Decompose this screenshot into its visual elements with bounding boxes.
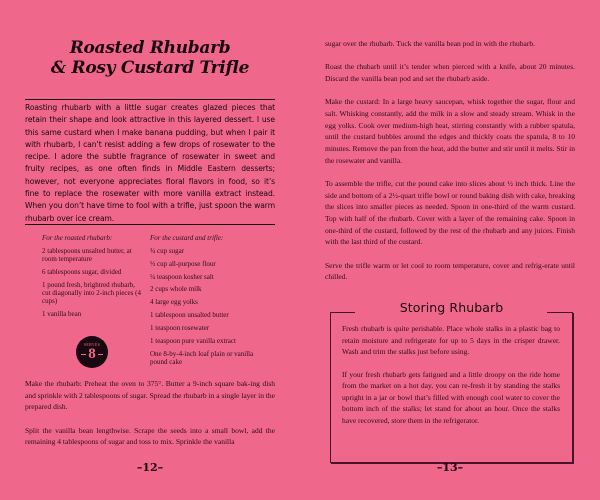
serves-dash-right bbox=[98, 354, 103, 355]
recipe-intro: Roasting rhubarb with a little sugar creates glazed pieces that retain their shape and look attractive in this layered dessert. I use this same custard when I make banana pudding, but when I pair it with rhubarb, I can’t resist adding a few drops of rosewater to the recipe. I adore the subtle fragrance of rosewater in sweet and fruity recipes, as one often finds in Middle Eastern desserts; however, not everyone appreciates floral flavors in food, so it’s fine to replace the rosewater with more vanilla extract instead. When you don’t have time to fool with a trifle, just spoon the warm rhubarb over ice cream. bbox=[25, 103, 275, 223]
box-top-border-left bbox=[330, 312, 355, 313]
method-step: To assemble the trifle, cut the pound cake into slices about ½ inch thick. Line the side and bottom of a 2½-quart trifle bowl or round baking dish with cake, breaking the slices into smaller pieces as needed. Spoon in one-third of the warm custard. Top with half of the rhubarb. Cover with a layer of the remaining cake. Spoon in one-third of the custard, followed by the rest of the rhubarb and any juices. Finish with the last third of the custard. bbox=[325, 178, 575, 247]
divider-top bbox=[25, 99, 275, 100]
serves-count: 8 bbox=[88, 346, 96, 362]
box-top-border-right bbox=[547, 312, 572, 313]
method-left bbox=[25, 378, 275, 460]
method-step: Split the vanilla bean lengthwise. Scrape the seeds into a small bowl, add the remaining 4 tablespoons of sugar and toss to mix. Sprinkle the vanilla bbox=[25, 425, 275, 447]
ingredient-item: 2 cups whole milk bbox=[150, 285, 202, 294]
sidebar-paragraph: Fresh rhubarb is quite perishable. Place whole stalks in a plastic bag to retain moisture and refrigerate for up to 5 days in the crisper drawer. Wash and trim the stalks just before using. bbox=[342, 324, 560, 356]
ingredient-item: ¾ cup sugar bbox=[150, 246, 185, 255]
ingredient-item: 1 tablespoon unsalted butter bbox=[150, 311, 229, 320]
ingredient-item: 1 vanilla bean bbox=[42, 310, 82, 319]
ingredient-item: ⅓ cup all-purpose flour bbox=[150, 259, 216, 268]
ingredient-item: ¼ teaspoon kosher salt bbox=[150, 272, 214, 281]
ingredient-item: 1 teaspoon pure vanilla extract bbox=[150, 337, 236, 346]
method-step: Serve the trifle warm or let cool to room temperature, cover and refrig-erate until chilled. bbox=[325, 260, 575, 282]
right-page bbox=[300, 0, 600, 500]
ingredients-custard-trifle bbox=[150, 234, 260, 371]
method-right bbox=[325, 38, 575, 294]
page-number-right: –13– bbox=[436, 461, 464, 474]
ingredients-heading: For the custard and trifle: bbox=[150, 234, 224, 242]
ingredient-item: 1 pound fresh, brightred rhubarb, cut diagonally into 2-inch pieces (4 cups) bbox=[42, 280, 141, 306]
method-step: Make the rhubarb: Preheat the oven to 375°. Butter a 9-inch square bak-ing dish and sprinkle with 2 tablespoons of sugar. Spread the rhubarb in a single layer in the prepared dish. bbox=[25, 379, 275, 412]
title-line-2: & Rosy Custard Trifle bbox=[50, 58, 250, 78]
sidebar-title: Storing Rhubarb bbox=[399, 300, 504, 315]
ingredient-item: 4 large egg yolks bbox=[150, 298, 198, 307]
sidebar-body bbox=[342, 323, 560, 438]
serves-label: SERVES bbox=[83, 342, 101, 347]
method-step: Make the custard: In a large heavy saucepan, whisk together the sugar, flour and salt. Whisking constantly, add the milk in a slow and steady stream. Whisk in the egg yolks. Cook over medium-high heat, stirring constantly with a rubber spatula, until the custard bubbles around the edges and thickly coats the spatula, 8 to 10 minutes. Remove the pan from the heat, add the butter and stir until it melts. Stir in the rosewater and vanilla. bbox=[325, 97, 575, 165]
ingredient-item: One 8-by-4-inch loaf plain or vanilla pound cake bbox=[150, 349, 254, 367]
ingredient-item: 1 teaspoon rosewater bbox=[150, 324, 210, 333]
serves-badge bbox=[76, 336, 108, 368]
sidebar-paragraph: If your fresh rhubarb gets fatigued and a little droopy on the ride home from the market on a hot day, you can re-fresh it by standing the stalks upright in a jar or bowl that’s filled with enough cool water to cover the bottom inch of the stalks; let stand for about an hour. Once the stalks have recovered, store them in the refrigerator. bbox=[342, 369, 560, 425]
ingredients-roasted-rhubarb bbox=[42, 234, 142, 323]
recipe-title bbox=[20, 38, 280, 78]
page-number-left: –12– bbox=[136, 461, 164, 474]
title-line-1: Roasted Rhubarb bbox=[69, 38, 231, 58]
method-step: Roast the rhubarb until it’s tender when pierced with a knife, about 20 minutes. Discard the vanilla bean pod and set the rhubarb aside. bbox=[325, 62, 575, 83]
divider-bottom bbox=[25, 224, 275, 225]
method-step: sugar over the rhubarb. Tuck the vanilla bean pod in with the rhubarb. bbox=[325, 39, 535, 48]
ingredient-item: 2 tablespoons unsalted butter, at room temperature bbox=[42, 246, 132, 264]
ingredients-heading: For the roasted rhubarb: bbox=[42, 234, 113, 242]
ingredient-item: 6 tablespoons sugar, divided bbox=[42, 267, 122, 276]
